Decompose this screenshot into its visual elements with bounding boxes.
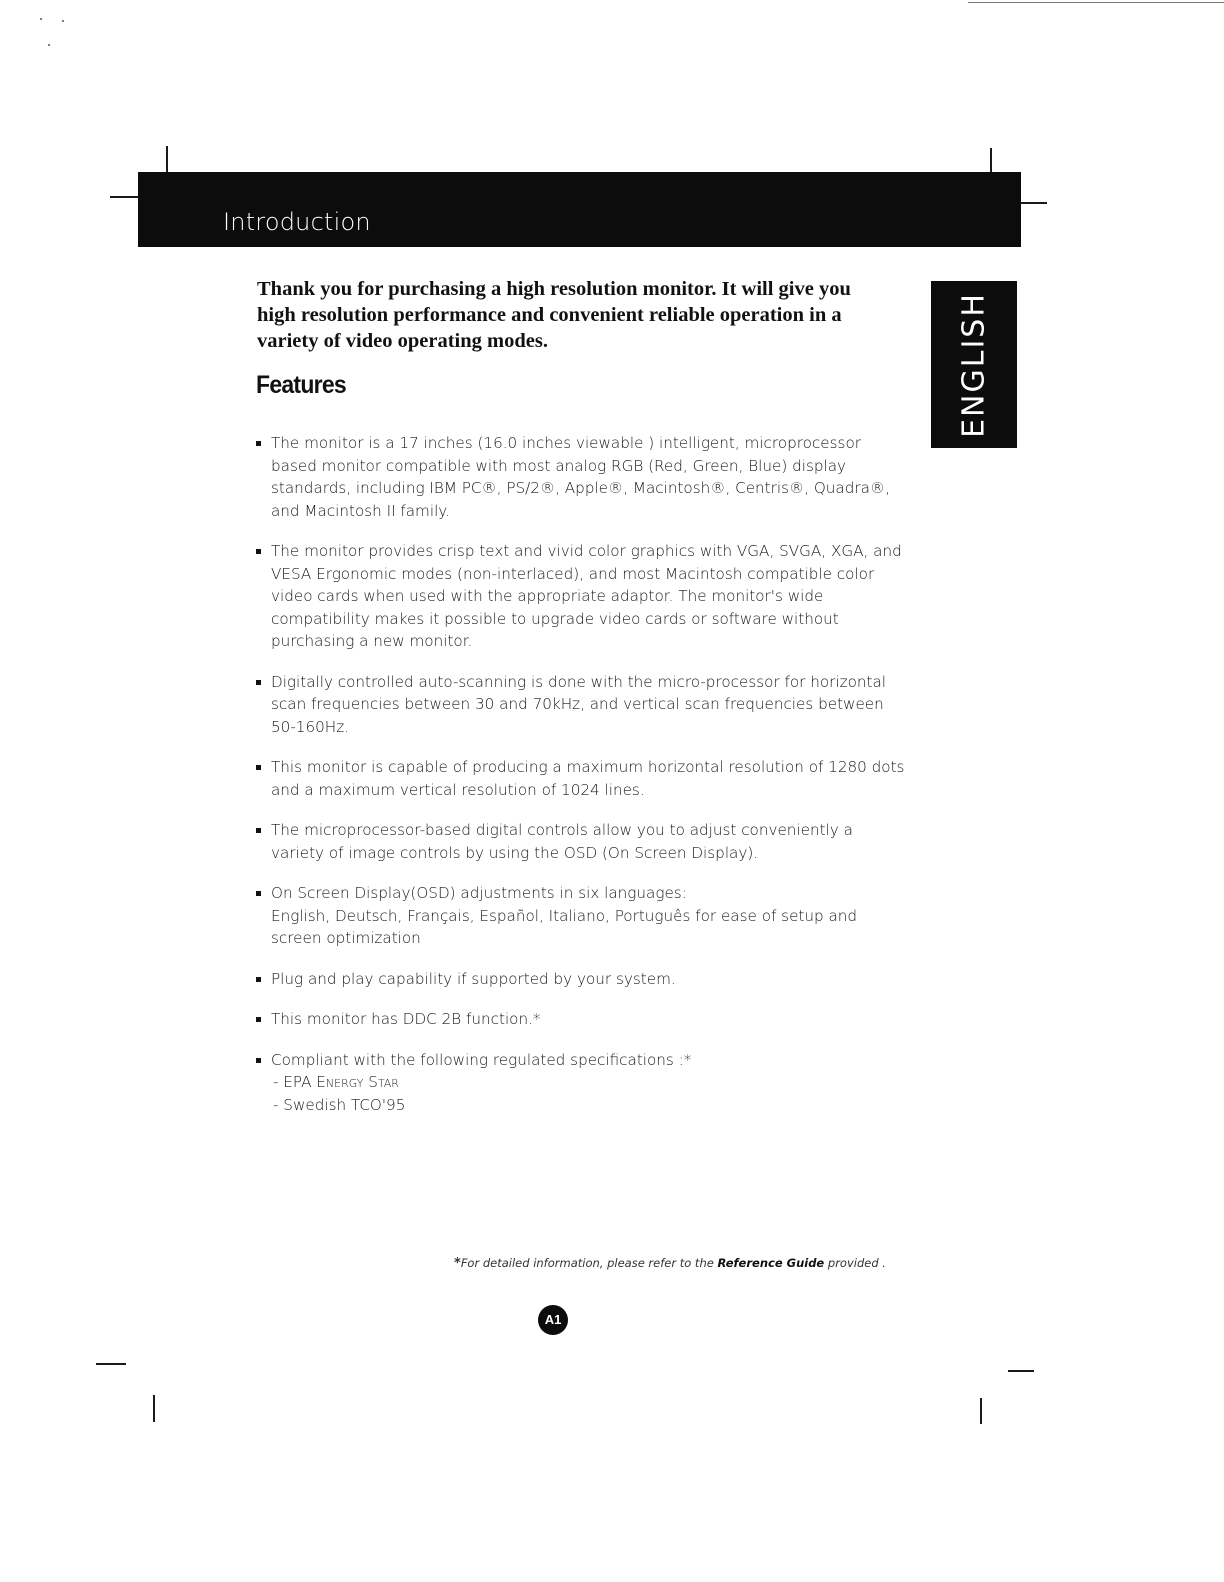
crop-mark-bottom-right-vertical bbox=[980, 1398, 982, 1424]
bullet-icon bbox=[256, 891, 261, 896]
crop-mark-bottom-left-vertical bbox=[153, 1395, 155, 1422]
feature-text: Plug and play capability if supported by your system. bbox=[271, 969, 676, 988]
crop-mark-top-left-vertical bbox=[166, 146, 168, 173]
crop-mark-top-left-horizontal bbox=[110, 196, 138, 198]
feature-item bbox=[255, 1008, 905, 1031]
scan-speck bbox=[40, 18, 42, 20]
feature-text: This monitor is capable of producing a maximum horizontal resolution of 1280 dots and a maximum vertical resolution of 1024 lines. bbox=[271, 758, 905, 799]
feature-text: The monitor is a 17 inches (16.0 inches viewable ) intelligent, microprocessor based monitor compatible with most analog RGB (Red, Green, Blue) display standards, including IBM PC®, PS/2®, Apple®, Macintosh®, Centris®, Quadra®, and Macintosh II family. bbox=[271, 434, 890, 520]
feature-item bbox=[255, 756, 905, 801]
feature-item bbox=[255, 671, 905, 739]
crop-mark-top-right-vertical bbox=[990, 148, 992, 173]
feature-text: This monitor has DDC 2B function.* bbox=[271, 1010, 541, 1028]
crop-mark-top-right-horizontal bbox=[1021, 202, 1047, 204]
bullet-icon bbox=[256, 441, 261, 446]
spec-item-tco: - Swedish TCO'95 bbox=[273, 1095, 406, 1114]
footnote bbox=[454, 1256, 894, 1271]
bullet-icon bbox=[256, 1058, 261, 1063]
bullet-icon bbox=[256, 977, 261, 982]
feature-item-compliance bbox=[255, 1049, 905, 1117]
bullet-icon bbox=[256, 680, 261, 685]
intro-paragraph: Thank you for purchasing a high resolution monitor. It will give you high resolution performance and convenient reliable operation in a variety of video operating modes. bbox=[257, 278, 851, 352]
footnote-text: For detailed information, please refer to the bbox=[460, 1256, 718, 1270]
footnote-reference-guide: Reference Guide bbox=[717, 1256, 825, 1270]
section-header-bar bbox=[138, 172, 1021, 247]
bullet-icon bbox=[256, 1017, 261, 1022]
feature-item bbox=[255, 819, 905, 864]
feature-item-osd-languages bbox=[255, 882, 905, 950]
language-tab-label: ENGLISH bbox=[956, 291, 992, 438]
crop-mark-top-edge bbox=[968, 2, 1224, 3]
section-title: Introduction bbox=[223, 208, 371, 236]
feature-item bbox=[255, 968, 905, 991]
footnote-asterisk: * bbox=[454, 1256, 461, 1271]
feature-text: Digitally controlled auto-scanning is done with the micro-processor for horizontal scan frequencies between 30 and 70kHz, and vertical scan frequencies between 50-160Hz. bbox=[271, 672, 886, 736]
features-list bbox=[255, 432, 905, 1134]
language-tab bbox=[931, 281, 1017, 448]
crop-mark-bottom-right-horizontal bbox=[1008, 1370, 1034, 1372]
feature-item bbox=[255, 540, 905, 653]
crop-mark-bottom-left-horizontal bbox=[96, 1363, 126, 1365]
bullet-icon bbox=[256, 549, 261, 554]
feature-subtext: English, Deutsch, Français, Español, Italiano, Português for ease of setup and screen optimization bbox=[271, 906, 858, 947]
spec-item-energy-star: - EPA Energy Star bbox=[273, 1073, 399, 1091]
page-number-badge: A1 bbox=[538, 1305, 568, 1335]
bullet-icon bbox=[256, 765, 261, 770]
feature-text: Compliant with the following regulated specifications :* bbox=[271, 1050, 692, 1069]
features-heading: Features bbox=[256, 371, 346, 399]
feature-text: On Screen Display(OSD) adjustments in six languages: bbox=[271, 884, 687, 902]
scan-speck bbox=[62, 20, 64, 22]
feature-text: The microprocessor-based digital controls allow you to adjust conveniently a variety of image controls by using the OSD (On Screen Display). bbox=[271, 821, 853, 862]
footnote-tail: provided . bbox=[824, 1256, 886, 1270]
scan-speck bbox=[48, 44, 50, 46]
feature-item bbox=[255, 432, 905, 522]
bullet-icon bbox=[256, 828, 261, 833]
feature-text: The monitor provides crisp text and vivid color graphics with VGA, SVGA, XGA, and VESA Ergonomic modes (non-interlaced), and most Macintosh compatible color video cards when used with the appropriate adaptor. The monitor's wide compatibility makes it possible to upgrade video cards or software without purchasing a new monitor. bbox=[271, 542, 902, 650]
